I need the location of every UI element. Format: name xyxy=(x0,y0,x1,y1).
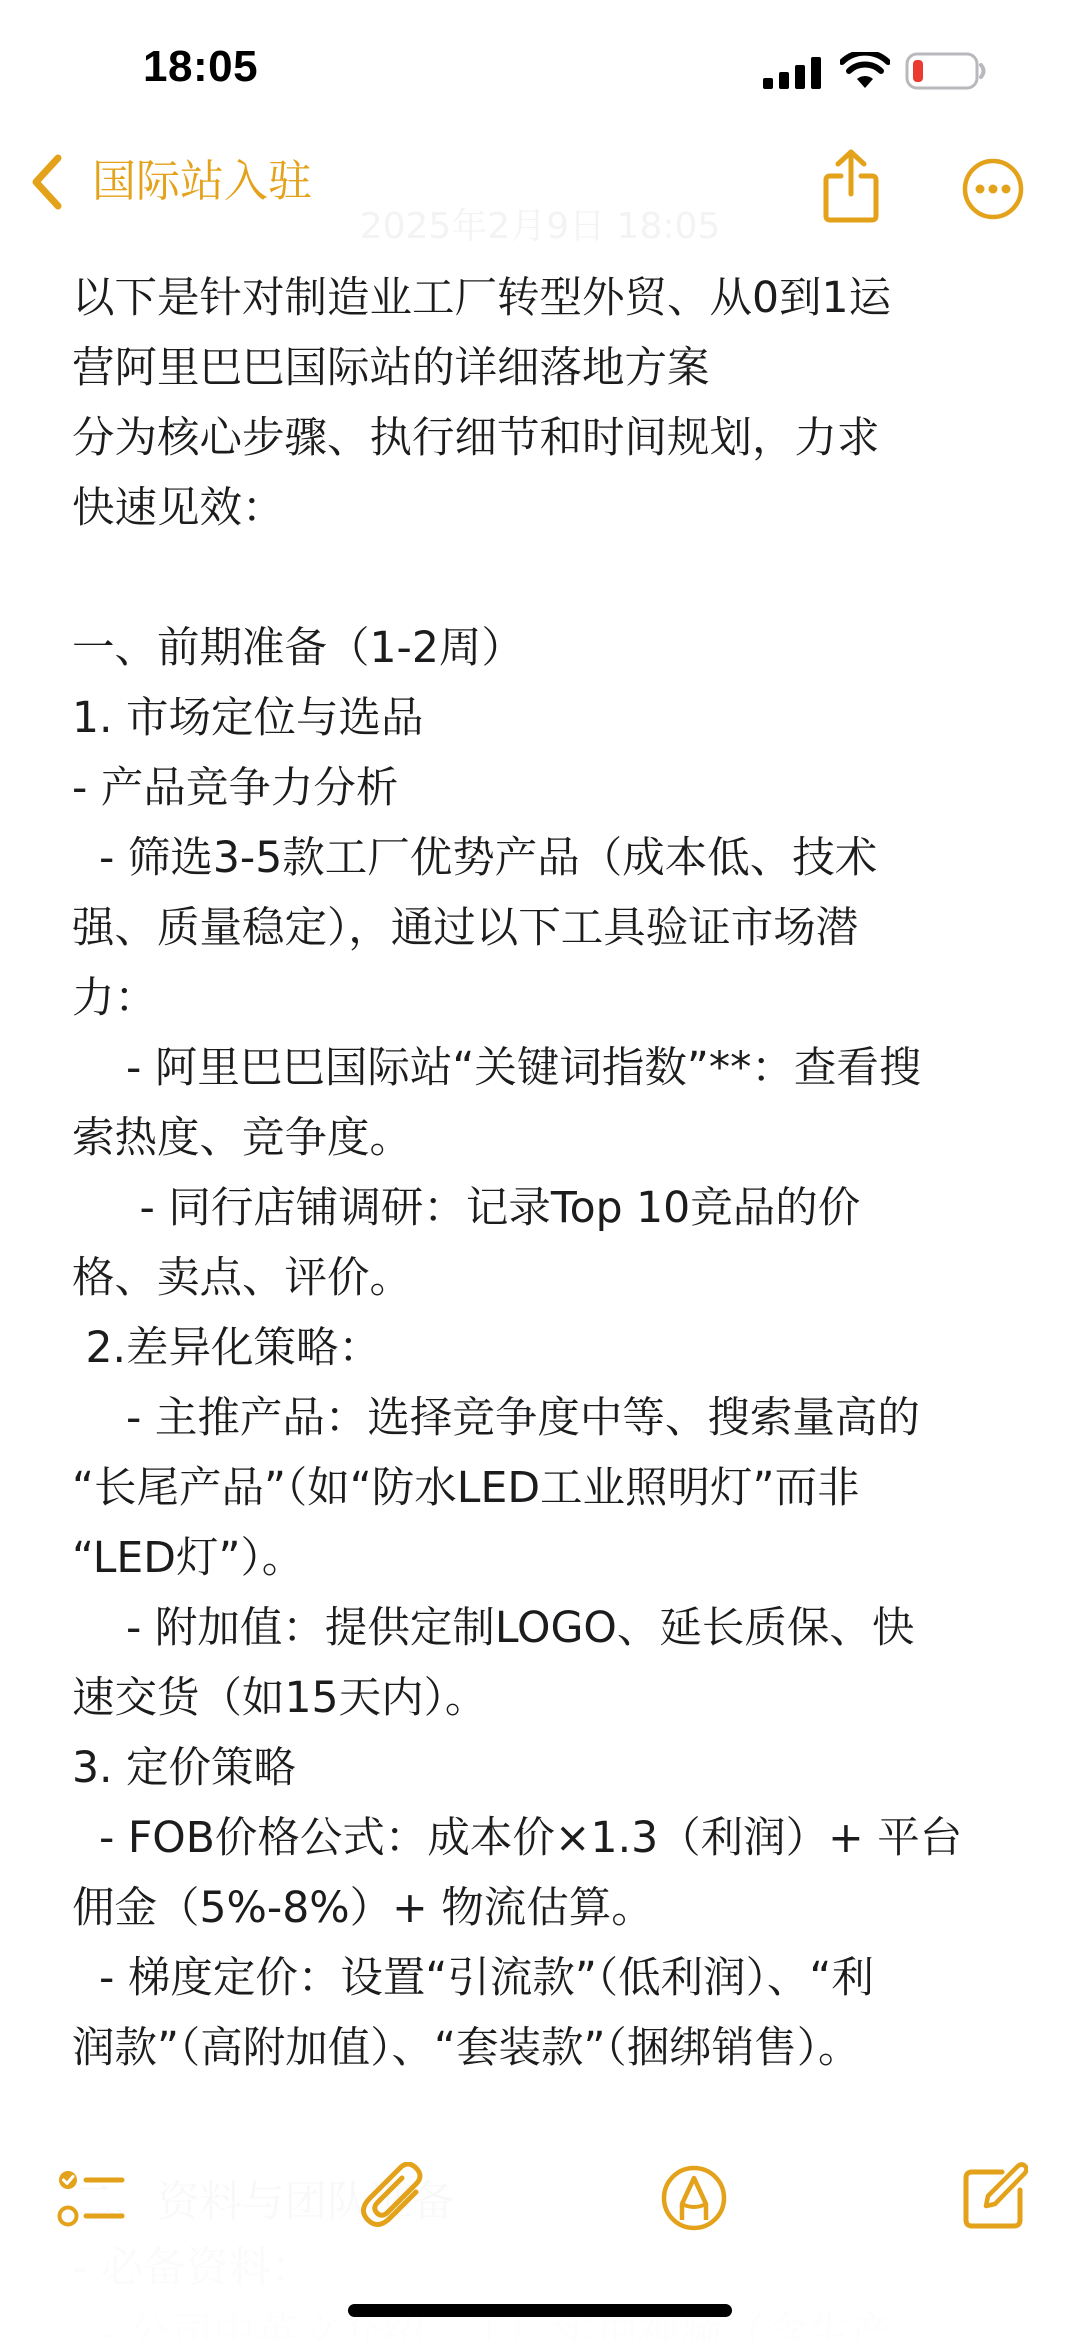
note-line: “长尾产品”（如“防水LED工业照明灯”而非 xyxy=(72,1464,860,1513)
cellular-signal-icon xyxy=(763,57,823,89)
note-line: - FOB价格公式：成本价×1.3（利润）+ 平台 xyxy=(72,1814,963,1863)
note-line: 1. 市场定位与选品 xyxy=(72,694,424,743)
note-line: 润款”（高附加值）、“套装款”（捆绑销售）。 xyxy=(72,2024,861,2073)
battery-low-icon xyxy=(905,52,987,90)
note-line: 力： xyxy=(72,974,158,1023)
note-line: - 同行店铺调研：记录Top 10竞品的价 xyxy=(72,1184,861,1233)
note-line: - 主推产品：选择竞争度中等、搜索量高的 xyxy=(72,1394,920,1443)
note-line: 以下是针对制造业工厂转型外贸、从0到1运 xyxy=(72,274,892,323)
note-line: 分为核心步骤、执行细节和时间规划，力求 xyxy=(72,414,880,463)
chevron-left-icon xyxy=(28,152,68,212)
wifi-icon xyxy=(840,52,890,90)
note-line: 2.差异化策略： xyxy=(72,1324,382,1373)
note-line: 格、卖点、评价。 xyxy=(72,1254,413,1303)
home-indicator[interactable] xyxy=(348,2304,732,2317)
note-line: 强、质量稳定），通过以下工具验证市场潜 xyxy=(72,904,859,953)
note-line: - 阿里巴巴国际站“关键词指数”**：查看搜 xyxy=(72,1044,922,1093)
note-line: 快速见效： xyxy=(72,484,285,533)
note-line: 营阿里巴巴国际站的详细落地方案 xyxy=(72,344,710,393)
more-options-icon[interactable] xyxy=(962,158,1024,220)
note-line: - 附加值：提供定制LOGO、延长质保、快 xyxy=(72,1604,915,1653)
back-button-label: 国际站入驻 xyxy=(92,156,312,207)
note-line: 3. 定价策略 xyxy=(72,1744,297,1793)
share-icon[interactable] xyxy=(822,148,880,224)
note-line: 索热度、竞争度。 xyxy=(72,1114,413,1163)
note-line: 一、前期准备（1-2周） xyxy=(72,624,524,673)
note-line: 佣金（5%-8%）+ 物流估算。 xyxy=(72,1884,654,1933)
note-body[interactable] xyxy=(72,264,1032,2084)
pen-tip-icon[interactable] xyxy=(660,2164,728,2232)
note-line: 速交货（如15天内）。 xyxy=(72,1674,488,1723)
note-line: - 筛选3-5款工厂优势产品（成本低、技术 xyxy=(72,834,878,883)
note-line: “LED灯”）。 xyxy=(72,1534,305,1583)
compose-icon[interactable] xyxy=(962,2160,1028,2230)
back-button[interactable] xyxy=(28,152,312,212)
status-time: 18:05 xyxy=(143,42,259,91)
paperclip-icon[interactable] xyxy=(360,2162,432,2234)
checklist-icon[interactable] xyxy=(56,2166,126,2232)
note-date-faded: 2025年2月9日 18:05 xyxy=(359,206,721,247)
note-line: - 产品竞争力分析 xyxy=(72,764,399,813)
note-line: - 梯度定价：设置“引流款”（低利润）、“利 xyxy=(72,1954,874,2003)
note-line xyxy=(72,544,1032,614)
